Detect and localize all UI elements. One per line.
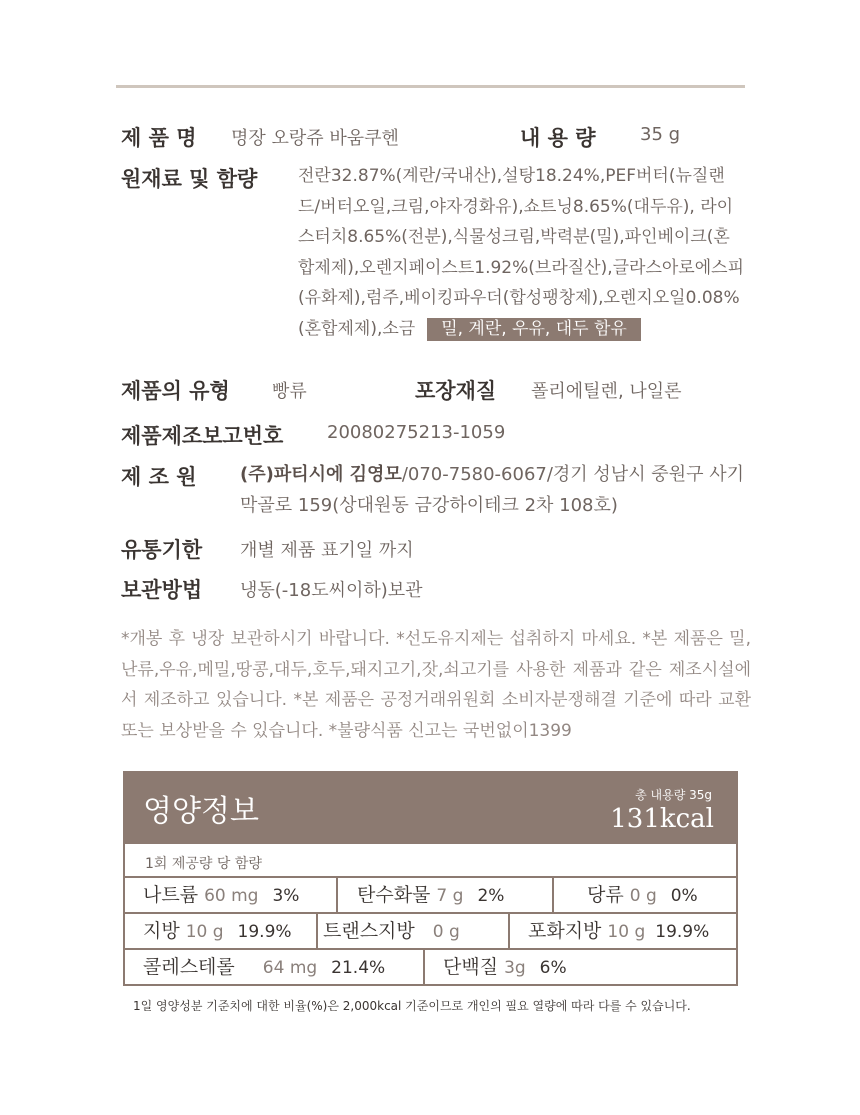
content-label: 내 용 량 (520, 126, 596, 150)
nutrient-amount: 0 g (432, 922, 460, 942)
manufacturer-text (240, 459, 750, 521)
nutrient-name: 트랜스지방 (323, 920, 415, 942)
top-divider (116, 85, 745, 88)
content-value: 35 g (640, 124, 681, 145)
nutrient-cholesterol (143, 950, 385, 984)
nutrition-row (125, 876, 736, 912)
nutrient-amount: 60 mg (204, 886, 259, 906)
nutrient-name: 포화지방 (528, 920, 602, 942)
nutrient-name: 지방 (143, 920, 180, 942)
nutrient-name: 당류 (587, 884, 624, 906)
type-label: 제품의 유형 (121, 379, 230, 403)
nutrient-saturated-fat (528, 914, 709, 948)
nutrient-pct: 2% (477, 886, 505, 906)
nutrient-amount: 10 g (607, 922, 646, 942)
nutrition-footnote: 1일 영양성분 기준치에 대한 비율(%)은 2,000kcal 기준이므로 개인의 필요 열량에 따라 다를 수 있습니다. (133, 999, 691, 1013)
report-label: 제품제조보고번호 (121, 424, 284, 448)
manufacturer-label: 제 조 원 (121, 465, 197, 489)
packaging-value: 폴리에틸렌, 나일론 (531, 381, 682, 402)
nutrient-name: 탄수화물 (357, 884, 431, 906)
nutrient-protein (443, 950, 567, 984)
nutrition-header (125, 773, 736, 844)
manufacturer-name: (주)파티시에 김영모 (240, 464, 402, 485)
nutrient-sugar (587, 878, 698, 912)
storage-label: 보관방법 (121, 578, 203, 602)
nutrient-amount: 3g (504, 958, 526, 978)
manufacturer-detail: /070-7580-6067/경기 성남시 중원구 사기막골로 159(상대원동 금강하이테크 2차 108호) (240, 464, 744, 516)
expiry-value: 개별 제품 표기일 까지 (240, 540, 414, 561)
nutrient-carbs (357, 878, 504, 912)
ingredients-list: 전란32.87%(계란/국내산),설탕18.24%,PEF버터(뉴질랜드/버터오일,크림,야자경화유),쇼트닝8.65%(대두유), 라이스터치8.65%(전분),식물성크림,박력분(밀),파인베이크(혼합제제),오렌지페이스트1.92%(브라질산),글라스아로에스피(유화제),럼주,베이킹파우더(합성팽창제),오렌지오일0.08%(혼합제제),소금 (298, 166, 744, 339)
product-name-label: 제 품 명 (121, 126, 197, 150)
type-value: 빵류 (272, 381, 307, 402)
nutrient-fat (143, 914, 292, 948)
cell-divider (552, 878, 554, 912)
allergen-badge: 밀, 계란, 우유, 대두 함유 (427, 318, 641, 341)
nutrient-name: 콜레스테롤 (143, 956, 235, 978)
storage-value: 냉동(-18도씨이하)보관 (240, 580, 423, 601)
nutrition-serving: 1회 제공량 당 함량 (145, 856, 262, 872)
cell-divider (423, 950, 425, 984)
nutrient-pct: 3% (272, 886, 300, 906)
product-name-value: 명장 오랑쥬 바움쿠헨 (231, 128, 399, 149)
nutrition-kcal: 131kcal (610, 804, 714, 834)
nutrient-trans-fat (323, 914, 460, 948)
nutrient-pct: 19.9% (655, 922, 710, 942)
nutrient-name: 나트륨 (143, 884, 199, 906)
nutrient-name: 단백질 (443, 956, 499, 978)
nutrient-amount: 64 mg (262, 958, 318, 978)
nutrient-amount: 0 g (629, 886, 657, 906)
cell-divider (336, 878, 338, 912)
packaging-label: 포장재질 (415, 379, 497, 403)
nutrient-pct: 6% (539, 958, 567, 978)
cell-divider (316, 914, 318, 948)
nutrient-pct: 19.9% (237, 922, 292, 942)
nutrition-table (123, 771, 738, 986)
notice-text: *개봉 후 냉장 보관하시기 바랍니다. *선도유지제는 섭취하지 마세요. *본 제품은 밀,난류,우유,메밀,땅콩,대두,호두,돼지고기,잣,쇠고기를 사용한 제품과 같은 제조시설에서 제조하고 있습니다. *본 제품은 공정거래위원회 소비자분쟁해결 기준에 따라 교환 또는 보상받을 수 있습니다. *불량식품 신고는 국번없이1399 (121, 629, 751, 741)
nutrition-row (125, 912, 736, 948)
report-value: 20080275213-1059 (327, 422, 506, 443)
nutrition-row (125, 948, 736, 984)
nutrient-pct: 21.4% (331, 958, 386, 978)
nutrition-total: 총 내용량 35g (635, 788, 712, 802)
ingredients-text (298, 161, 746, 344)
nutrient-pct: 0% (670, 886, 698, 906)
nutrient-sodium (143, 878, 299, 912)
cell-divider (508, 914, 510, 948)
ingredients-label: 원재료 및 함량 (121, 167, 258, 191)
expiry-label: 유통기한 (121, 538, 203, 562)
nutrition-title: 영양정보 (143, 794, 259, 829)
nutrient-amount: 7 g (436, 886, 464, 906)
nutrient-amount: 10 g (185, 922, 224, 942)
